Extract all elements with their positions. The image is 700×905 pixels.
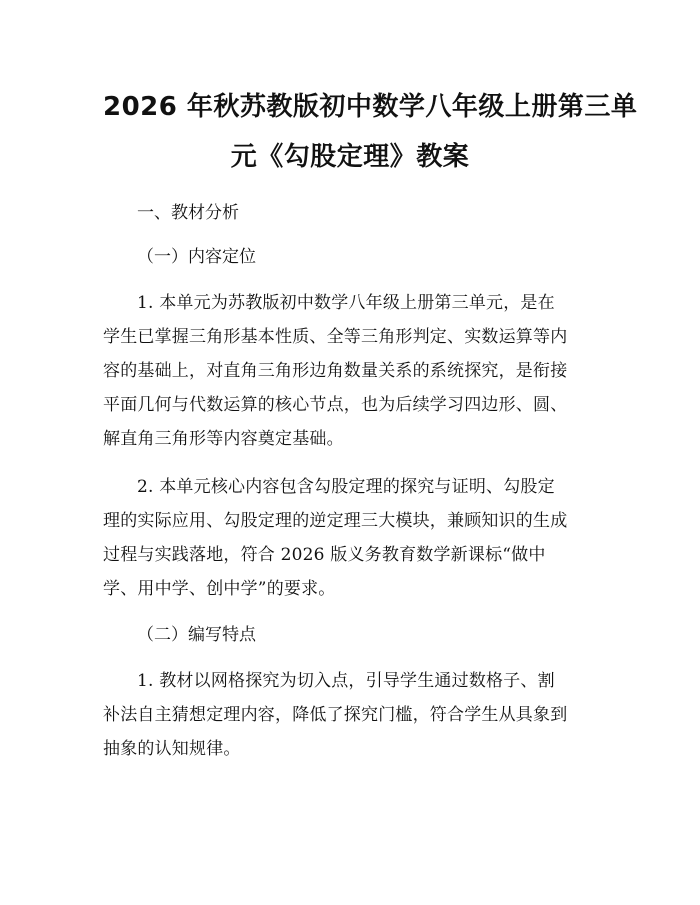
subsection-heading-writing-features: （二）编写特点	[137, 625, 256, 645]
paragraph-line: 理的实际应用、勾股定理的逆定理三大模块，兼顾知识的生成	[103, 511, 568, 531]
paragraph-line: 学、用中学、创中学”的要求。	[103, 579, 336, 599]
paragraph-2	[103, 470, 597, 606]
paragraph-line: 容的基础上，对直角三角形边角数量关系的系统探究，是衔接	[103, 361, 568, 381]
paragraph-line: 1. 本单元为苏教版初中数学八年级上册第三单元，是在	[137, 293, 555, 313]
title-line-2: 元《勾股定理》教案	[230, 142, 470, 172]
section-heading-textbook-analysis: 一、教材分析	[137, 203, 239, 223]
paragraph-3	[103, 664, 597, 766]
paragraph-line: 平面几何与代数运算的核心节点，也为后续学习四边形、圆、	[103, 395, 568, 415]
document-title	[103, 0, 638, 182]
paragraph-line: 学生已掌握三角形基本性质、全等三角形判定、实数运算等内	[103, 327, 568, 347]
subsection-heading-content-positioning: （一）内容定位	[137, 247, 256, 267]
paragraph-line: 抽象的认知规律。	[103, 739, 241, 759]
paragraph-line: 解直角三角形等内容奠定基础。	[103, 429, 344, 449]
paragraph-line: 2. 本单元核心内容包含勾股定理的探究与证明、勾股定	[137, 477, 555, 497]
paragraph-line: 补法自主猜想定理内容，降低了探究门槛，符合学生从具象到	[103, 705, 568, 725]
paragraph-line: 过程与实践落地，符合 2026 版义务教育数学新课标“做中	[103, 545, 546, 565]
title-line-1: 2026 年秋苏教版初中数学八年级上册第三单	[103, 92, 638, 122]
paragraph-1	[103, 286, 597, 456]
paragraph-line: 1. 教材以网格探究为切入点，引导学生通过数格子、割	[137, 671, 555, 691]
